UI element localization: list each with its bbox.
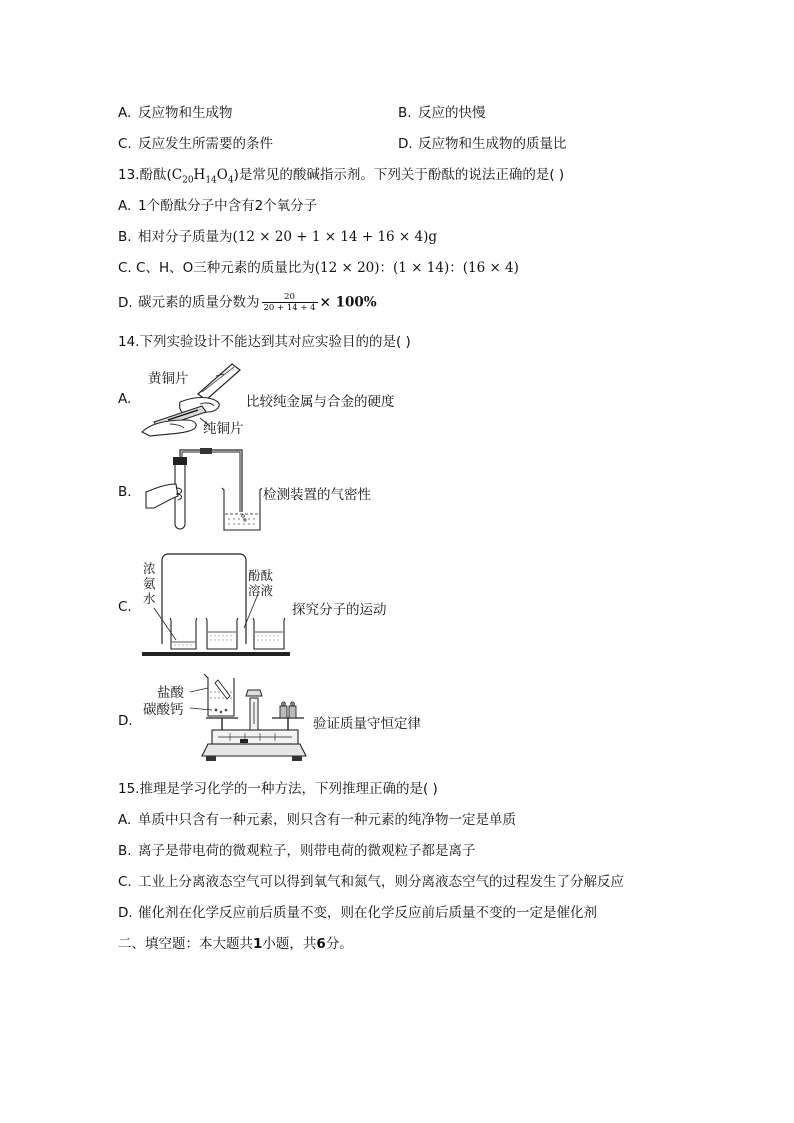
q14-option-d-caption: 验证质量守恒定律 [313,716,421,732]
q14-option-a-caption: 比较纯金属与合金的硬度 [246,394,395,410]
q13-option-d: D. 碳元素的质量分数为 $\frac{20}{20 + 14 + 4}$ × 100% [118,292,377,313]
brass-sheet-label: 黄铜片 [148,371,189,387]
q12-option-d: D. 反应物和生成物的质量比 [398,136,567,152]
q12-option-a: A. 反应物和生成物 [118,105,233,121]
q13-stem: 13.酚酞$(C_{20}H_{14}O_4)$是常见的酸碱指示剂。下列关于酚酞的说法正确的是( ) [118,167,565,186]
q12-option-b: B. 反应的快慢 [398,105,486,121]
calcium-carbonate-label: 碳酸钙 [143,702,184,718]
q14-option-a-letter: A. [118,391,132,407]
q15-option-d: D. 催化剂在化学反应前后质量不变，则在化学反应前后质量不变的一定是催化剂 [118,905,597,921]
fraction: $\frac{20}{20 + 14 + 4}$ [263,292,316,313]
phenolphthalein-label: 酚酞 溶液 [248,568,274,598]
q15-option-a: A. 单质中只含有一种元素，则只含有一种元素的纯净物一定是单质 [118,812,516,828]
q14-stem: 14.下列实验设计不能达到其对应实验目的的是( ) [118,334,411,350]
q15-stem: 15.推理是学习化学的一种方法，下列推理正确的是( ) [118,781,438,797]
q14-option-b-letter: B. [118,484,132,500]
balance-figure [190,672,315,764]
q15-option-c: C. 工业上分离液态空气可以得到氧气和氮气，则分离液态空气的过程发生了分解反应 [118,874,624,890]
q13-option-b: B. 相对分子质量为(12 × 20 + 1 × 14 + 16 × 4)g [118,229,438,245]
q14-option-c-letter: C. [118,599,132,615]
q14-option-b-caption: 检测装置的气密性 [263,487,371,503]
airtightness-figure [142,444,267,536]
concentrated-ammonia-label: 浓 氨 水 [143,561,156,606]
q13-option-c: C. C、H、O三种元素的质量比为(12 × 20)：(1 × 14)：(16 × 4) [118,260,519,276]
pure-copper-label: 纯铜片 [203,421,244,437]
hydrochloric-acid-label: 盐酸 [157,685,184,701]
q12-option-c: C. 反应发生所需要的条件 [118,136,273,152]
q13-option-a: A. 1个酚酞分子中含有2个氧分子 [118,198,318,214]
section-2-heading: 二、填空题：本大题共1小题，共6分。 [118,936,353,952]
q15-option-b: B. 离子是带电荷的微观粒子，则带电荷的微观粒子都是离子 [118,843,476,859]
q14-option-c-caption: 探究分子的运动 [292,602,387,618]
q14-option-d-letter: D. [118,713,133,729]
